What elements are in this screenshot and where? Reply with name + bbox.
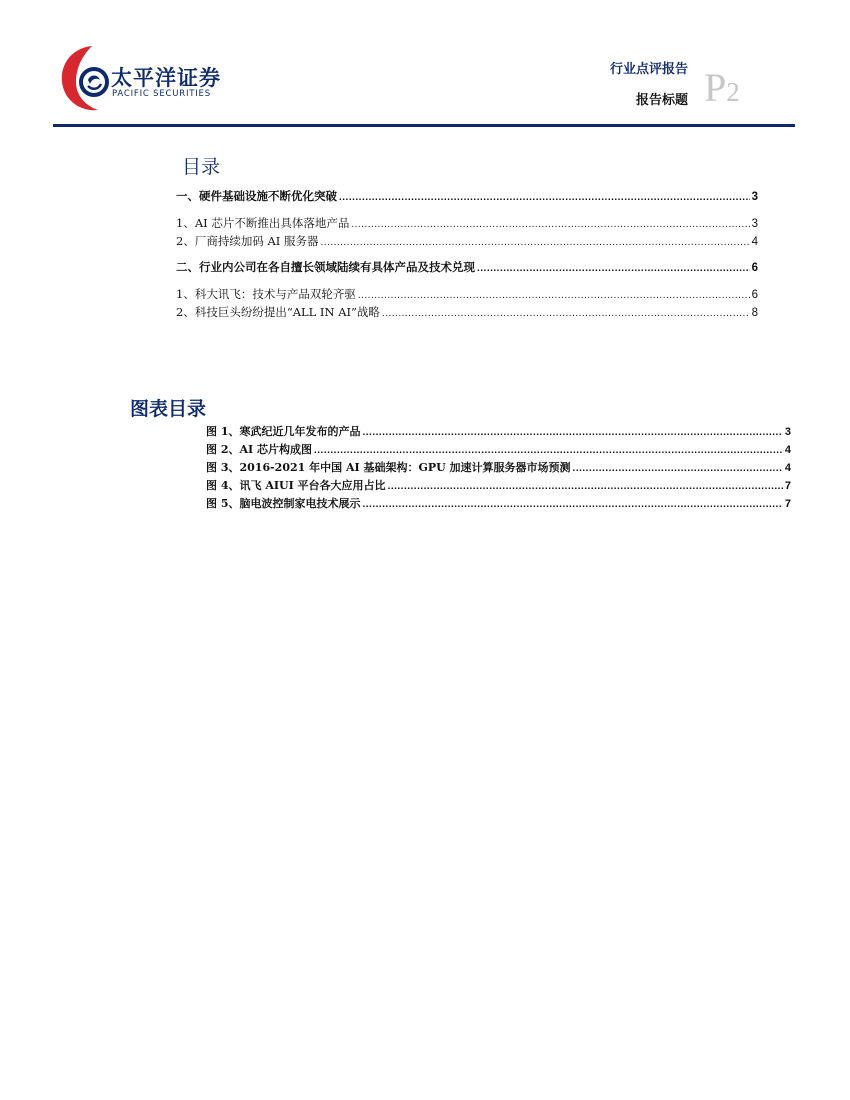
page-number-value: 2: [726, 77, 740, 107]
toc-entry-text: 二、行业内公司在各自擅长领域陆续有具体产品及技术兑现: [176, 260, 475, 274]
figure-entry-page: 4: [784, 462, 791, 474]
page-prefix: P: [704, 65, 727, 110]
toc-entry[interactable]: [176, 188, 758, 204]
figure-leader: [314, 445, 783, 456]
figure-entry-text: 图 1、寒武纪近几年发布的产品: [206, 425, 361, 438]
toc-entry-page: 6: [751, 262, 758, 274]
figure-entry-text: 图 3、2016-2021 年中国 AI 基础架构：GPU 加速计算服务器市场预测: [206, 461, 571, 474]
figure-entry[interactable]: [206, 423, 791, 439]
figure-entry[interactable]: [206, 477, 791, 493]
figure-entry-text: 图 2、AI 芯片构成图: [206, 443, 312, 456]
company-logo: [58, 42, 233, 114]
toc-leader: [358, 290, 750, 301]
figure-entry[interactable]: [206, 459, 791, 475]
logo-chinese-name: 太平洋证券: [111, 66, 221, 90]
toc-entry-page: 6: [751, 289, 758, 301]
toc-entry[interactable]: [176, 215, 758, 231]
toc-entry-text: 1、AI 芯片不断推出具体落地产品: [176, 216, 350, 230]
toc-entry-text: 1、科大讯飞：技术与产品双轮齐驱: [176, 287, 356, 301]
toc-entry-page: 4: [751, 236, 758, 248]
toc-entry-text: 一、硬件基础设施不断优化突破: [176, 189, 337, 203]
figure-leader: [362, 499, 782, 510]
toc-heading: 目录: [182, 156, 221, 178]
figure-entry-text: 图 5、脑电波控制家电技术展示: [206, 497, 361, 510]
toc-leader: [320, 237, 749, 248]
report-type: 行业点评报告: [609, 62, 688, 77]
toc-entry[interactable]: [176, 233, 758, 249]
figure-list-heading: 图表目录: [130, 398, 207, 420]
figure-leader: [362, 427, 782, 438]
toc-entry-page: 8: [751, 307, 758, 319]
toc-entry-page: 3: [751, 191, 758, 203]
figure-entry-page: 4: [784, 444, 791, 456]
page-number: [704, 65, 740, 110]
figure-entry[interactable]: [206, 441, 791, 457]
logo-english-name: PACIFIC SECURITIES: [112, 89, 211, 99]
header-rule: [53, 124, 795, 127]
figure-entry[interactable]: [206, 495, 791, 511]
toc-entry[interactable]: [176, 286, 758, 302]
figure-entry-page: 7: [784, 498, 791, 510]
toc-entry[interactable]: [176, 304, 758, 320]
figure-leader: [388, 481, 783, 492]
toc-entry-page: 3: [751, 218, 758, 230]
toc-leader: [339, 192, 750, 203]
toc-entry[interactable]: [176, 259, 758, 275]
toc-leader: [477, 263, 750, 274]
report-title: 报告标题: [635, 93, 688, 108]
toc-entry-text: 2、科技巨头纷纷提出“ALL IN AI”战略: [176, 305, 380, 319]
toc-leader: [382, 308, 750, 319]
toc-leader: [351, 219, 749, 230]
toc-entry-text: 2、厂商持续加码 AI 服务器: [176, 234, 319, 248]
figure-entry-text: 图 4、讯飞 AIUI 平台各大应用占比: [206, 479, 386, 492]
figure-entry-page: 3: [784, 426, 791, 438]
figure-leader: [573, 463, 783, 474]
pacific-securities-logo-icon: [58, 42, 114, 114]
figure-entry-page: 7: [784, 480, 791, 492]
